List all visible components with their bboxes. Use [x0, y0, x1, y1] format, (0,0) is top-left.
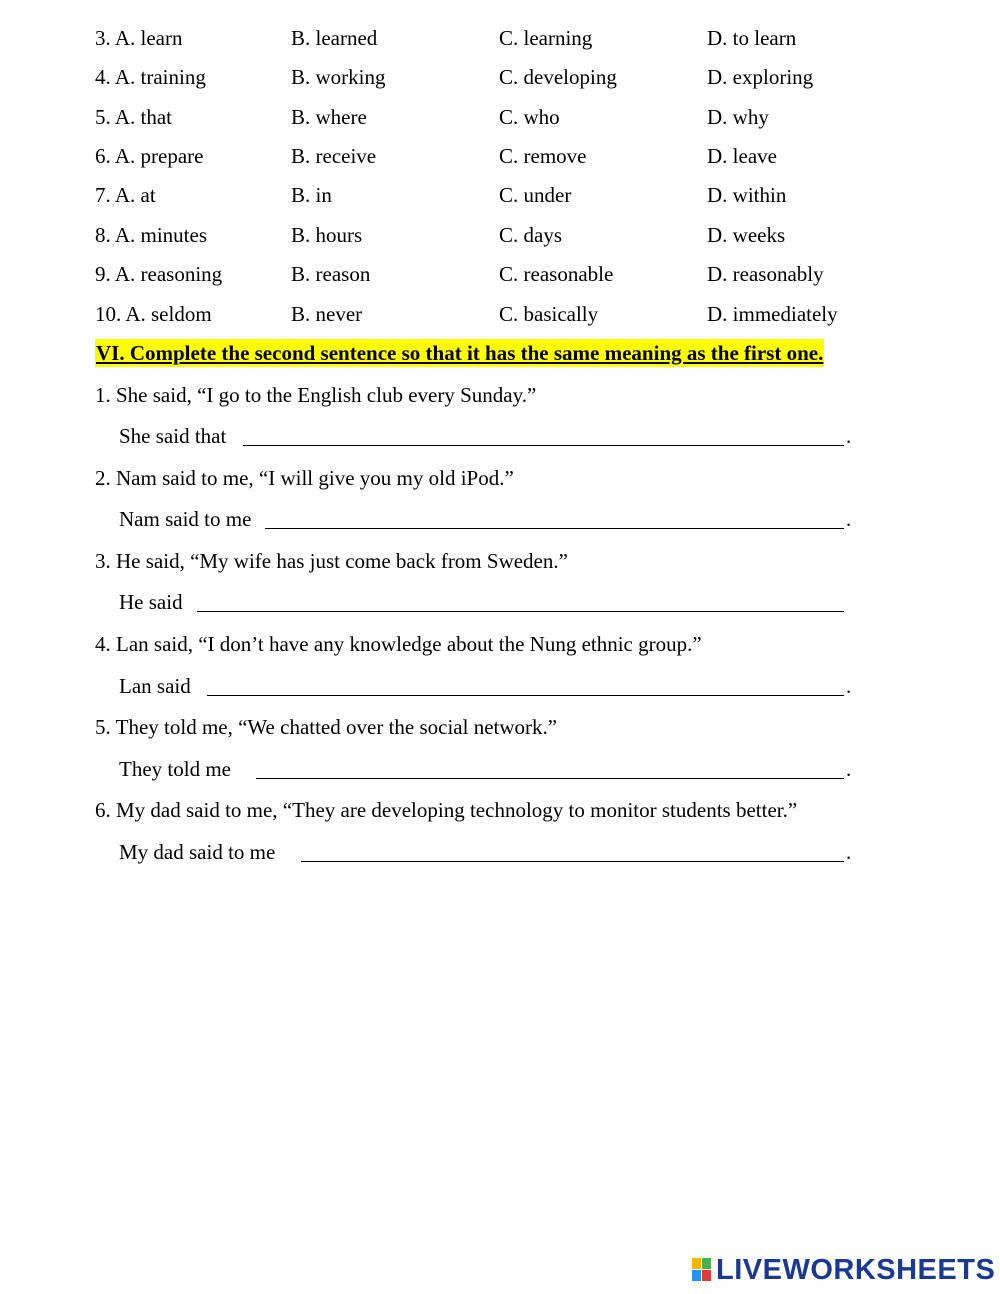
option-b: B. in	[291, 183, 332, 207]
rewrite-question-2: 2. Nam said to me, “I will give you my old iPod.”	[95, 466, 514, 490]
section-heading: VI. Complete the second sentence so that it has the same meaning as the first one.	[96, 341, 824, 365]
mc-row-9	[95, 259, 915, 289]
answer-lead: They told me	[119, 757, 231, 781]
rewrite-question-1: 1. She said, “I go to the English club every Sunday.”	[95, 383, 537, 407]
option-b: B. where	[291, 105, 367, 129]
option-d: D. weeks	[707, 223, 786, 247]
answer-line-1	[119, 421, 859, 451]
rewrite-question-5: 5. They told me, “We chatted over the social network.”	[95, 715, 558, 739]
option-d: D. reasonably	[707, 262, 824, 286]
answer-blank[interactable]	[265, 504, 844, 529]
answer-blank[interactable]	[207, 671, 844, 696]
option-d: D. exploring	[707, 65, 814, 89]
answer-blank[interactable]	[197, 587, 844, 612]
option-b: B. learned	[291, 26, 378, 50]
option-d: D. immediately	[707, 302, 838, 326]
option-d: D. leave	[707, 144, 777, 168]
option-b: B. receive	[291, 144, 377, 168]
liveworksheets-logo	[692, 1254, 996, 1286]
option-c: C. reasonable	[499, 262, 614, 286]
option-d: D. why	[707, 105, 769, 129]
option-c: C. learning	[499, 26, 593, 50]
option-a: 7. A. at	[95, 183, 156, 207]
rewrite-question-4: 4. Lan said, “I don’t have any knowledge about the Nung ethnic group.”	[95, 632, 702, 656]
option-a: 8. A. minutes	[95, 223, 208, 247]
option-b: B. never	[291, 302, 363, 326]
option-a: 6. A. prepare	[95, 144, 204, 168]
option-c: C. under	[499, 183, 572, 207]
option-c: C. days	[499, 223, 562, 247]
rewrite-question-6: 6. My dad said to me, “They are developing technology to monitor students better.”	[95, 798, 798, 822]
answer-blank[interactable]	[301, 837, 844, 862]
option-b: B. reason	[291, 262, 371, 286]
option-d: D. to learn	[707, 26, 797, 50]
mc-row-8	[95, 220, 915, 250]
answer-period: .	[846, 424, 852, 448]
option-c: C. basically	[499, 302, 599, 326]
option-b: B. working	[291, 65, 386, 89]
answer-lead: My dad said to me	[119, 840, 276, 864]
answer-blank[interactable]	[256, 754, 844, 779]
mc-row-5	[95, 102, 915, 132]
option-d: D. within	[707, 183, 787, 207]
answer-line-2	[119, 504, 859, 534]
mc-row-4	[95, 62, 915, 92]
rewrite-question-3: 3. He said, “My wife has just come back from Sweden.”	[95, 549, 568, 573]
answer-line-6	[119, 837, 859, 867]
option-a: 4. A. training	[95, 65, 206, 89]
option-a: 5. A. that	[95, 105, 172, 129]
answer-line-3	[119, 587, 859, 617]
option-a: 9. A. reasoning	[95, 262, 223, 286]
answer-line-5	[119, 754, 859, 784]
mc-row-7	[95, 180, 915, 210]
answer-lead: He said	[119, 590, 183, 614]
option-c: C. remove	[499, 144, 587, 168]
option-c: C. who	[499, 105, 560, 129]
option-c: C. developing	[499, 65, 617, 89]
answer-lead: She said that	[119, 424, 227, 448]
answer-period: .	[846, 840, 852, 864]
answer-period: .	[846, 757, 852, 781]
mc-row-10	[95, 299, 915, 329]
option-a: 10. A. seldom	[95, 302, 212, 326]
answer-blank[interactable]	[243, 421, 844, 446]
option-b: B. hours	[291, 223, 363, 247]
answer-period: .	[846, 507, 852, 531]
answer-lead: Lan said	[119, 674, 191, 698]
mc-row-3	[95, 23, 915, 53]
liveworksheets-mark-icon	[692, 1258, 712, 1282]
answer-lead: Nam said to me	[119, 507, 252, 531]
mc-row-6	[95, 141, 915, 171]
answer-line-4	[119, 671, 859, 701]
option-a: 3. A. learn	[95, 26, 183, 50]
answer-period: .	[846, 674, 852, 698]
logo-text: LIVEWORKSHEETS	[716, 1254, 996, 1286]
